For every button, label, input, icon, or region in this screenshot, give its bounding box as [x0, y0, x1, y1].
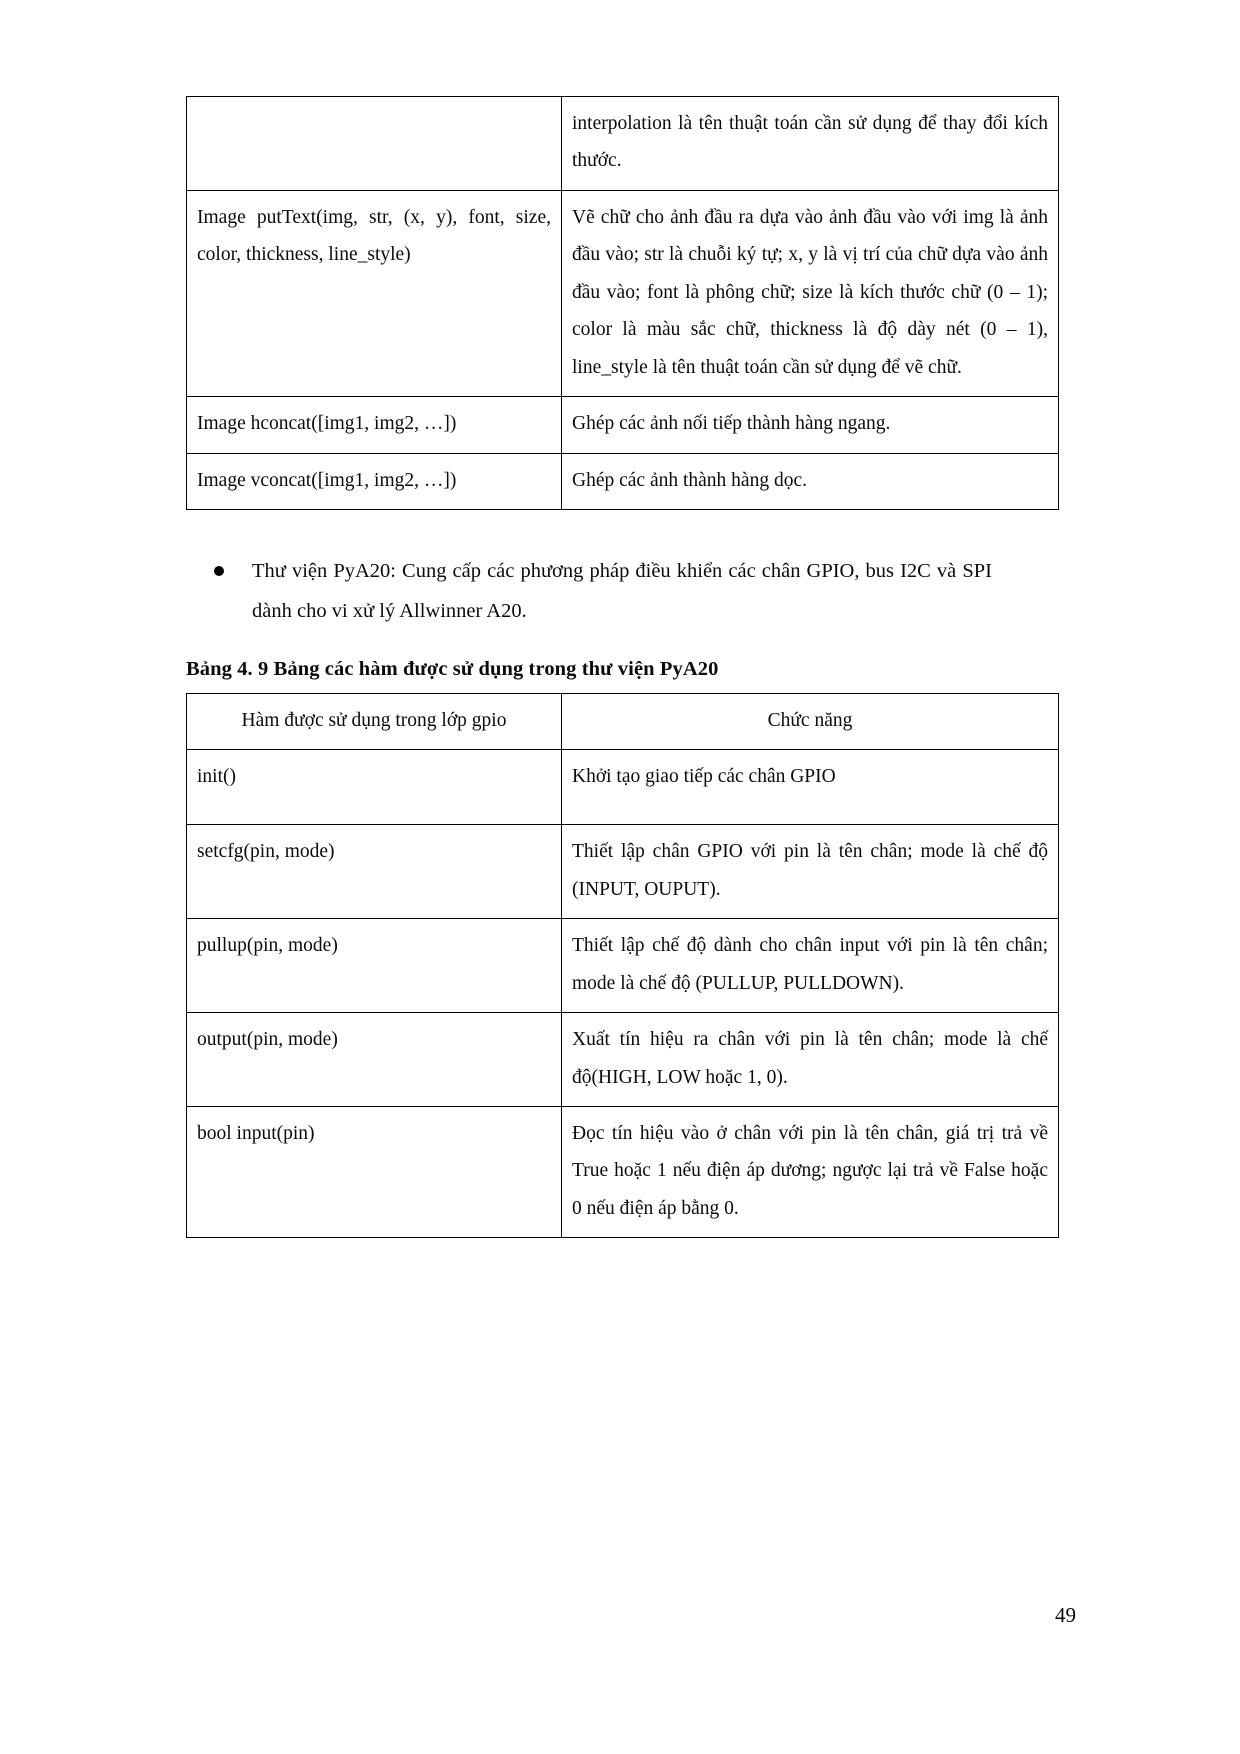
description-cell: Ghép các ảnh thành hàng dọc. [562, 453, 1059, 509]
description-cell: Ghép các ảnh nối tiếp thành hàng ngang. [562, 397, 1059, 453]
bullet-dot-icon [214, 566, 224, 576]
function-cell: Image putText(img, str, (x, y), font, size, color, thickness, line_style) [187, 190, 562, 396]
function-cell: Image vconcat([img1, img2, …]) [187, 453, 562, 509]
function-cell: Image hconcat([img1, img2, …]) [187, 397, 562, 453]
table-row [187, 750, 1059, 825]
table-caption: Bảng 4. 9 Bảng các hàm được sử dụng trong thư viện PyA20 [186, 657, 719, 680]
description-cell: Xuất tín hiệu ra chân với pin là tên chân; mode là chế độ(HIGH, LOW hoặc 1, 0). [562, 1013, 1059, 1107]
function-cell: pullup(pin, mode) [187, 919, 562, 1013]
pya20-functions-table [186, 693, 1059, 1238]
table-row [187, 97, 1059, 191]
column-header-description: Chức năng [562, 693, 1059, 749]
function-cell: init() [187, 750, 562, 825]
table-row [187, 453, 1059, 509]
page-number: 49 [1055, 1603, 1076, 1627]
table-header-row [187, 693, 1059, 749]
table-row [187, 1013, 1059, 1107]
function-cell: setcfg(pin, mode) [187, 825, 562, 919]
column-header-function: Hàm được sử dụng trong lớp gpio [187, 693, 562, 749]
table-row [187, 825, 1059, 919]
function-cell [187, 97, 562, 191]
description-cell: Thiết lập chế độ dành cho chân input với pin là tên chân; mode là chế độ (PULLUP, PULLDOWN). [562, 919, 1059, 1013]
bullet-item-text: Thư viện PyA20: Cung cấp các phương pháp điều khiển các chân GPIO, bus I2C và SPI dành cho vi xử lý Allwinner A20. [252, 559, 992, 622]
description-cell: Thiết lập chân GPIO với pin là tên chân; mode là chế độ (INPUT, OUPUT). [562, 825, 1059, 919]
table-row [187, 397, 1059, 453]
function-cell: bool input(pin) [187, 1106, 562, 1237]
description-cell: Khởi tạo giao tiếp các chân GPIO [562, 750, 1059, 825]
description-cell: Đọc tín hiệu vào ở chân với pin là tên chân, giá trị trả về True hoặc 1 nếu điện áp dương; ngược lại trả về False hoặc 0 nếu điện áp bằng 0. [562, 1106, 1059, 1237]
description-cell: interpolation là tên thuật toán cần sử dụng để thay đổi kích thước. [562, 97, 1059, 191]
function-cell: output(pin, mode) [187, 1013, 562, 1107]
opencv-functions-table [186, 96, 1059, 510]
table-row [187, 919, 1059, 1013]
bullet-list-item [186, 552, 1016, 632]
page-content [186, 96, 1048, 1238]
table-row [187, 1106, 1059, 1237]
description-cell: Vẽ chữ cho ảnh đầu ra dựa vào ảnh đầu vào với img là ảnh đầu vào; str là chuỗi ký tự; x, y là vị trí của chữ dựa vào ảnh đầu vào; font là phông chữ; size là kích thước chữ (0 – 1); color là màu sắc chữ, thickness là độ dày nét (0 – 1), line_style là tên thuật toán cần sử dụng để vẽ chữ. [562, 190, 1059, 396]
table-row [187, 190, 1059, 396]
